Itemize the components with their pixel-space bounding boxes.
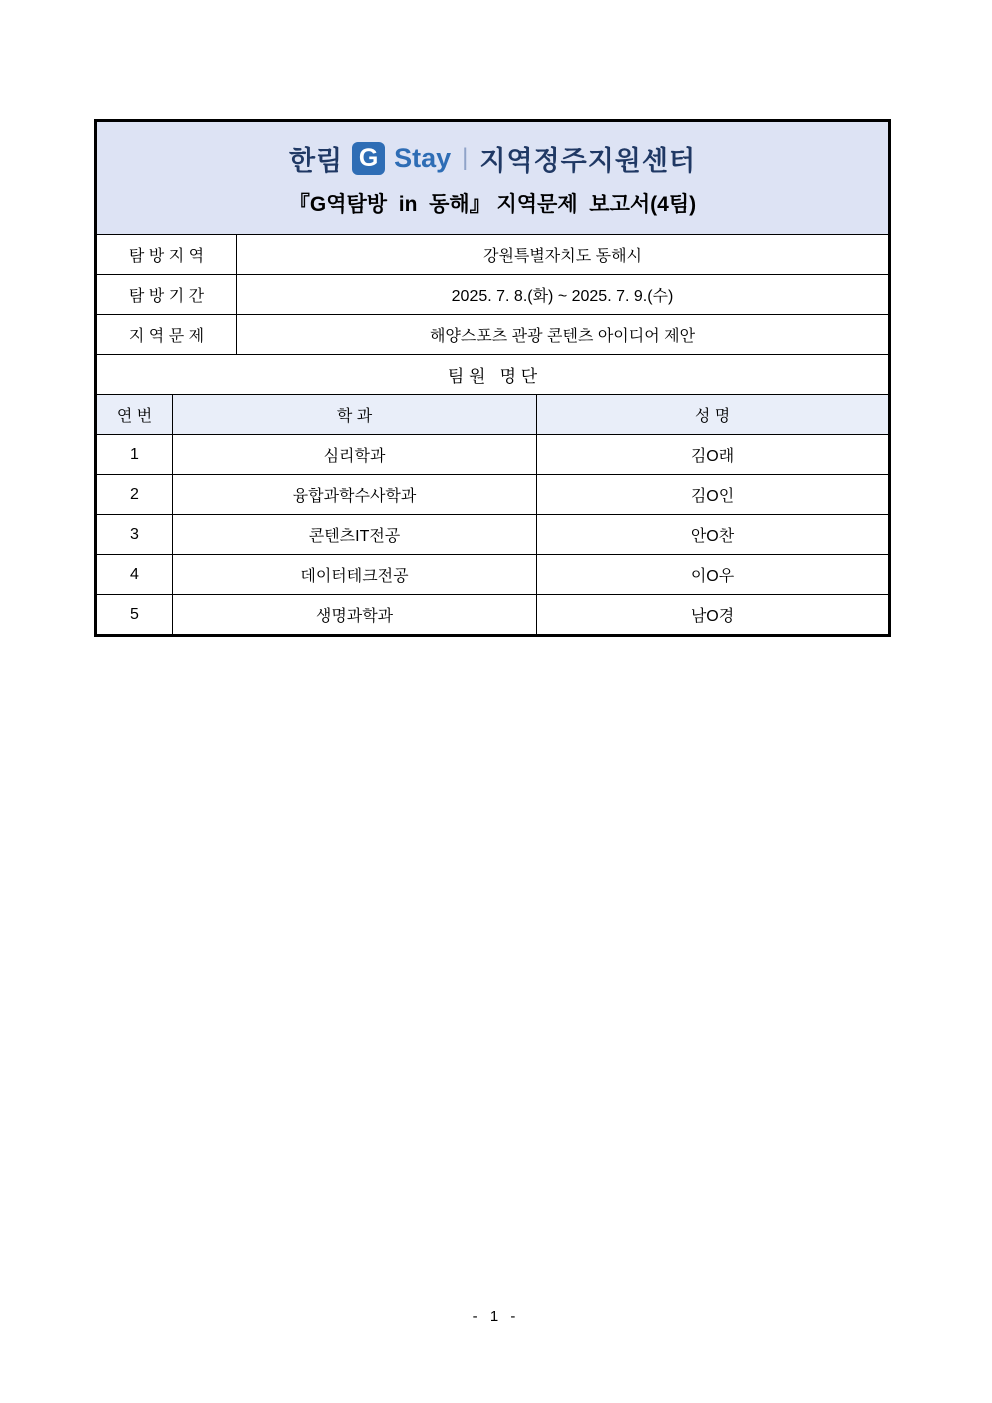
col-header-department: 학 과	[173, 395, 537, 434]
team-table-header-row	[97, 395, 888, 435]
g-badge-icon: G	[352, 142, 385, 175]
table-row	[97, 435, 888, 475]
logo-separator: |	[462, 144, 469, 171]
document-header	[97, 122, 888, 235]
member-no: 5	[97, 595, 173, 634]
report-cover-table	[94, 119, 891, 637]
logo-hallym-text: 한림	[288, 145, 344, 176]
table-row	[97, 555, 888, 595]
table-row	[97, 515, 888, 555]
logo-stay-text: Stay	[394, 142, 452, 173]
member-no: 4	[97, 555, 173, 594]
member-department: 콘텐츠IT전공	[173, 515, 537, 554]
info-row-region	[97, 235, 888, 275]
member-no: 1	[97, 435, 173, 474]
member-department: 심리학과	[173, 435, 537, 474]
col-header-name: 성 명	[694, 408, 731, 425]
info-value-region: 강원특별자치도 동해시	[482, 248, 642, 265]
member-name: 이O우	[690, 568, 735, 585]
info-value-period: 2025. 7. 8.(화) ~ 2025. 7. 9.(수)	[451, 288, 674, 305]
info-label-problem: 지 역 문 제	[97, 315, 237, 354]
member-no: 2	[97, 475, 173, 514]
member-no: 3	[97, 515, 173, 554]
info-row-period	[97, 275, 888, 315]
logo-center-name-text: 지역정주지원센터	[479, 145, 697, 176]
report-title: 『G역탐방 in 동해』 지역문제 보고서(4팀)	[288, 192, 697, 216]
page-number: - 1 -	[472, 1308, 520, 1325]
member-name: 남O경	[690, 608, 735, 625]
info-label-period: 탐 방 기 간	[97, 275, 237, 314]
info-value-problem: 해양스포츠 관광 콘텐츠 아이디어 제안	[429, 328, 696, 345]
table-row	[97, 595, 888, 634]
info-label-region: 탐 방 지 역	[97, 235, 237, 274]
member-department: 융합과학수사학과	[173, 475, 537, 514]
info-row-problem	[97, 315, 888, 355]
center-logo	[289, 139, 696, 178]
col-header-no: 연 번	[97, 395, 173, 434]
table-row	[97, 475, 888, 515]
member-name: 안O찬	[690, 528, 735, 545]
member-name: 김O인	[690, 488, 735, 505]
team-roster-section-title: 팀 원 명 단	[97, 355, 888, 395]
member-department: 생명과학과	[173, 595, 537, 634]
member-department: 데이터테크전공	[173, 555, 537, 594]
member-name: 김O래	[690, 448, 735, 465]
